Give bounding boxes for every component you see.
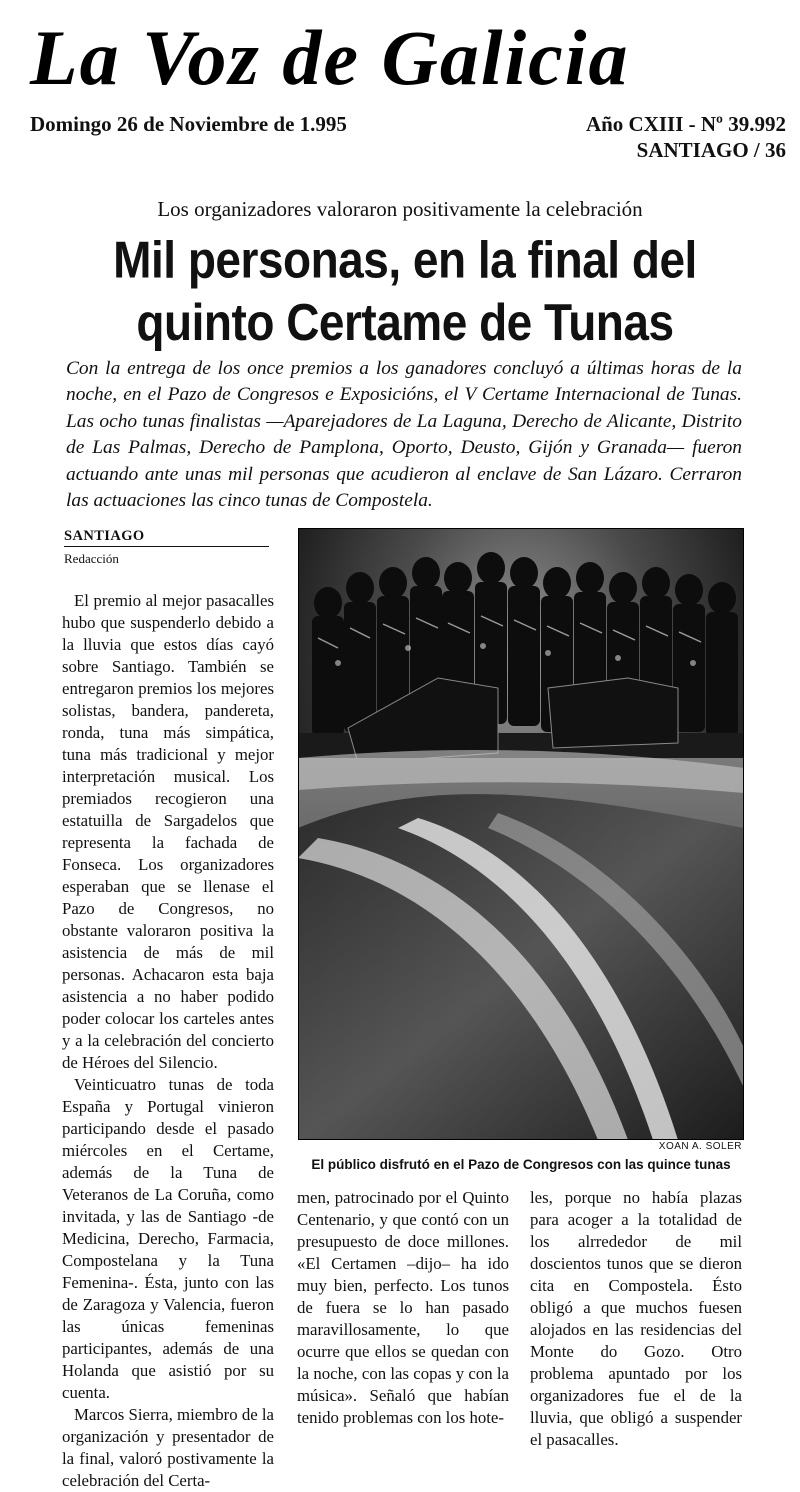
- section-tag: SANTIAGO: [64, 528, 269, 547]
- body-paragraph: les, porque no había plazas para acoger a la totalidad de los alrrededor de mil doscientos tunos que se dieron cita en Compostela. Ésto obligó a que muchos fuesen alojados en las residencias del Monte do Gozo. Otro problema apuntado por los organizadores fue el de la lluvia, que obligó a suspender el pasacalles.: [530, 1188, 742, 1449]
- photo-credit: XOAN A. SOLER: [658, 1141, 742, 1152]
- body-column-3: [530, 1187, 742, 1451]
- article-standfirst: Con la entrega de los once premios a los ganadores concluyó a últimas horas de la noche, en el Pazo de Congresos e Exposicións, el V Certame Internacional de Tunas. Las ocho tunas finalistas —Aparejadores de La Laguna, Derecho de Alicante, Distrito de Las Palmas, Derecho de Pamplona, Oporto, Deusto, Gijón y Granada— fueron actuando ante unas mil personas que acudieron al enclave de San Lázaro. Cerraron las actuaciones las cinco tunas de Compostela.: [66, 358, 742, 512]
- body-paragraph: Veinticuatro tunas de toda España y Portugal vinieron participando desde el pasado miércoles en el Certame, además de la Tuna de Veteranos de La Coruña, como invitada, y las de Santiago -de Medicina, Derecho, Farmacia, Compostelana y la Tuna Femenina-. Ésta, junto con las de Zaragoza y Valencia, fueron las únicas femeninas participantes, además de una Holanda que asistió por su cuenta.: [62, 1075, 274, 1402]
- body-paragraph: Marcos Sierra, miembro de la organización y presentador de la final, valoró postivamente la celebración del Certa-: [62, 1405, 274, 1490]
- body-paragraph: men, patrocinado por el Quinto Centenario, y que contó con un presupuesto de doce millones. «El Certamen –dijo– ha ido muy bien, perfecto. Los tunos de fuera se lo han pasado maravillosamente, lo que ocurre que ellos se quedan con la noche, con las copas y con la música». Señaló que habían tenido problemas con los hote-: [297, 1188, 509, 1427]
- masthead: [30, 10, 790, 105]
- article-headline: Mil personas, en la final del quinto Certame de Tunas: [113, 230, 697, 352]
- body-column-1: [62, 590, 274, 1492]
- article-kicker: Los organizadores valoraron positivamente la celebración: [157, 197, 643, 221]
- byline: Redacción: [64, 551, 119, 566]
- article-photo: [298, 528, 744, 1140]
- photo-caption: El público disfrutó en el Pazo de Congresos con las quince tunas: [311, 1157, 731, 1172]
- issue-date: Domingo 26 de Noviembre de 1.995: [30, 112, 347, 136]
- page-section-number: SANTIAGO / 36: [636, 138, 786, 162]
- body-paragraph: El premio al mejor pasacalles hubo que suspenderlo debido a la lluvia que estos días cayó sobre Santiago. También se entregaron premios los mejores solistas, bandera, pandereta, ronda, tuna más simpática, tuna más tradicional y mejor interpretación musical. Los premiados recogieron una estatuilla de Sargadelos que representa la fachada de Fonseca. Los organizadores esperaban que se llenase el Pazo de Congresos, no obstante valoraron positiva la asistencia de más de mil personas. Achacaron esta baja asistencia a no haber podido poder colocar los carteles antes y a la celebración del concierto de Héroes del Silencio.: [62, 591, 274, 1072]
- issue-number: Año CXIII - Nº 39.992: [585, 112, 786, 136]
- newspaper-title: La Voz de Galicia: [30, 14, 630, 101]
- tuna-stage-photo: [298, 528, 744, 1140]
- body-column-2: [297, 1187, 509, 1429]
